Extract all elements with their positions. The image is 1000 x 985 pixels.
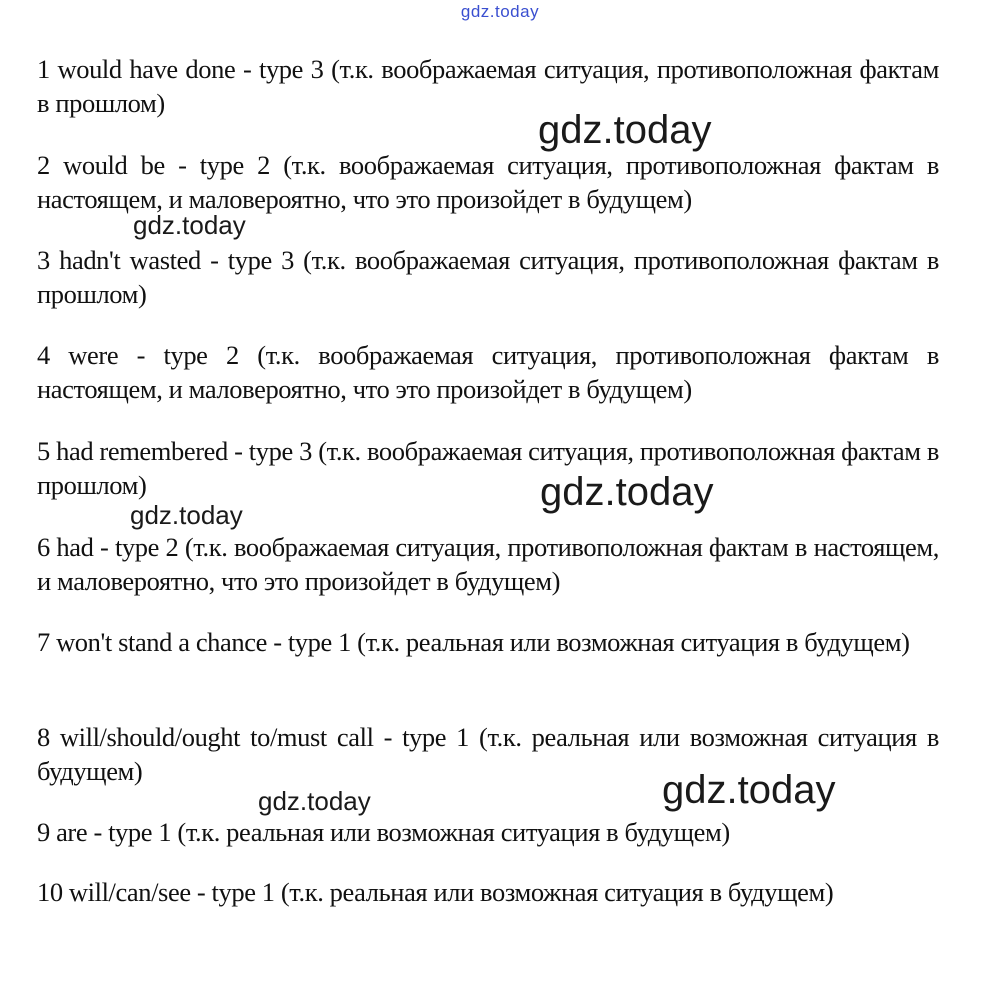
watermark: gdz.today [538,108,712,152]
answer-item-6: 6 had - type 2 (т.к. воображаемая ситуация, противоположная фактам в настоящем, и маловероятно, что это произойдет в будущем) [37,532,939,596]
watermark: gdz.today [130,500,243,530]
answer-item-8: 8 will/should/ought to/must call - type 1 (т.к. реальная или возможная ситуация в будущем) [37,722,939,786]
header-watermark: gdz.today [460,2,540,21]
answer-item-10: 10 will/can/see - type 1 (т.к. реальная или возможная ситуация в будущем) [37,877,834,907]
answer-item-3: 3 hadn't wasted - type 3 (т.к. воображаемая ситуация, противоположная фактам в прошлом) [37,245,939,309]
watermark: gdz.today [133,210,246,240]
answer-item-4: 4 were - type 2 (т.к. воображаемая ситуация, противоположная фактам в настоящем, и маловероятно, что это произойдет в будущем) [37,340,939,404]
watermark: gdz.today [258,786,371,816]
answer-item-5: 5 had remembered - type 3 (т.к. воображаемая ситуация, противоположная фактам в прошлом) [37,436,939,500]
watermark: gdz.today [662,768,836,812]
answer-item-9: 9 are - type 1 (т.к. реальная или возможная ситуация в будущем) [37,817,730,847]
watermark: gdz.today [540,470,714,514]
answer-item-7: 7 won't stand a chance - type 1 (т.к. реальная или возможная ситуация в будущем) [37,627,910,657]
answer-item-1: 1 would have done - type 3 (т.к. воображаемая ситуация, противоположная фактам в прошлом) [37,54,939,118]
answer-item-2: 2 would be - type 2 (т.к. воображаемая ситуация, противоположная фактам в настоящем, и маловероятно, что это произойдет в будущем) [37,150,939,214]
